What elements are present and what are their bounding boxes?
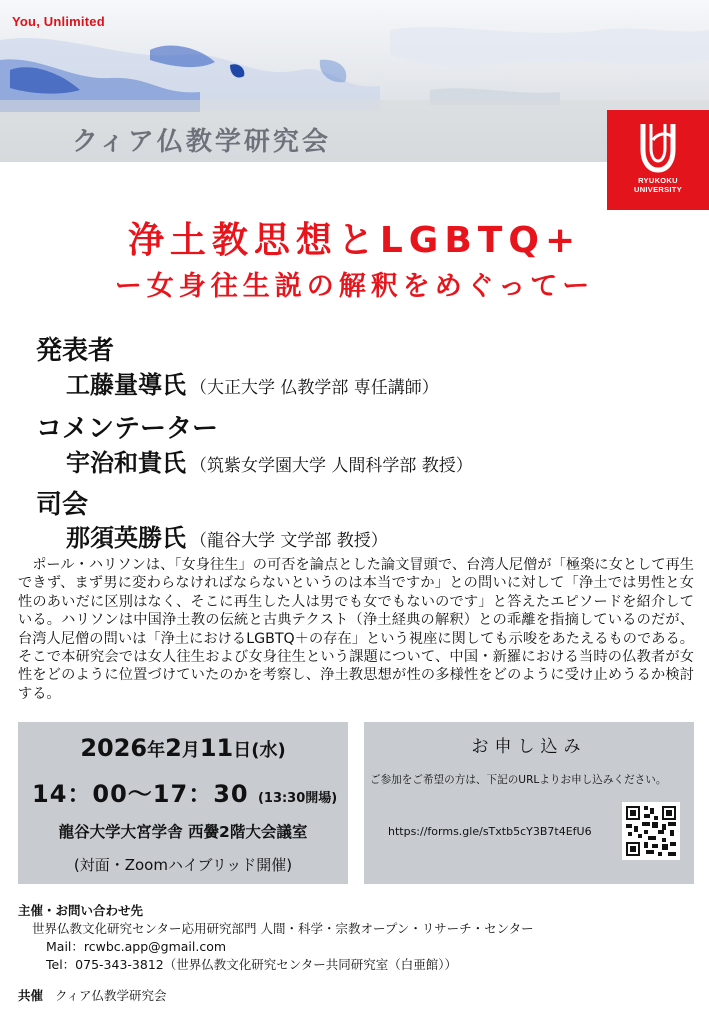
presenter-affiliation: （大正大学 仏教学部 専任講師）: [190, 378, 439, 398]
abstract-paragraph: [18, 556, 694, 703]
abstract-text: ポール・ハリソンは、「女身往生」の可否を論点とした論文冒頭で、台湾人尼僧が「極楽に女として再生できず、まず男に変わらなければならないというのは本当ですか」との問いに対して「浄土では男性と女性のあいだに区別はなく、そこに再生した人は男でも女でもないのです」と答えたエピソードを紹介している。ハリソンは中国浄土教の伝統と古典テクスト（浄土経典の解釈）との乖離を指摘しているのだが、台湾人尼僧の問いは「浄土におけるLGBTQ＋の存在」という視座に関しても示唆をあたえるものである。そこで本研究会では女人往生および女身往生という課題について、中国・新羅における当時の仏教者が女性をどのように位置づけていたのかを考察し、浄土教思想が性の多様性をどのように受け止めうるか検討する。: [18, 557, 694, 702]
presenter-name: 工藤量導氏: [66, 371, 186, 399]
application-note: ご参加をご希望の方は、下記のURLよりお申し込みください。: [370, 774, 667, 786]
event-info-box: [18, 722, 348, 884]
presenter: [66, 365, 439, 400]
event-time: 14：00～17：30 (13:30開場): [32, 780, 338, 808]
cosponsor-name: クィア仏教学研究会: [55, 988, 167, 1003]
organizer-heading: 主催・お問い合わせ先: [18, 903, 144, 918]
cosponsor-heading: 共催: [18, 988, 44, 1003]
commentator-name: 宇治和貴氏: [66, 449, 186, 477]
commentator: [66, 443, 473, 478]
event-venue: 龍谷大学大宮学舎 西黌2階大会議室: [58, 823, 308, 841]
society-title: クィア仏教学研究会: [72, 127, 331, 157]
moderator-name: 那須英勝氏: [66, 524, 186, 552]
open-time: (13:30開場): [257, 791, 338, 806]
organizer-info: [18, 902, 534, 974]
university-logo: [607, 110, 709, 210]
moderator-role: 司会: [36, 490, 89, 520]
qr-code-icon[interactable]: [622, 802, 680, 860]
header-banner: [0, 0, 709, 162]
event-date: 2026年2月11日(水): [80, 734, 286, 762]
moderator: [66, 518, 388, 553]
sub-title: ー女身往生説の解釈をめぐってー: [114, 271, 595, 302]
event-format: (対面・Zoomハイブリッド開催): [73, 856, 293, 874]
commentator-role: コメンテーター: [36, 414, 219, 444]
cosponsor-info: [18, 986, 167, 1004]
main-title: 浄土教思想とLGBTQ+: [127, 220, 582, 261]
application-box: [364, 722, 694, 884]
moderator-affiliation: （龍谷大学 文学部 教授）: [190, 531, 388, 551]
contact-tel: Tel：075-343-3812（世界仏教文化研究センター共同研究室（白亜館））: [46, 957, 457, 972]
tagline: You, Unlimited: [12, 14, 105, 29]
logo-name: RYUKOKU UNIVERSITY: [633, 176, 682, 194]
presenter-role: 発表者: [36, 336, 115, 366]
organizer-name: 世界仏教文化研究センター応用研究部門 人間・科学・宗教オープン・リサーチ・センター: [32, 921, 534, 936]
ryukoku-emblem-icon: [635, 120, 681, 174]
application-title: お申し込み: [471, 737, 587, 757]
application-url-link[interactable]: https://forms.gle/sTxtb5cY3B7t4EfU6: [388, 825, 592, 838]
commentator-affiliation: （筑紫女学園大学 人間科学部 教授）: [190, 456, 473, 476]
contact-mail[interactable]: Mail：rcwbc.app@gmail.com: [46, 939, 227, 954]
